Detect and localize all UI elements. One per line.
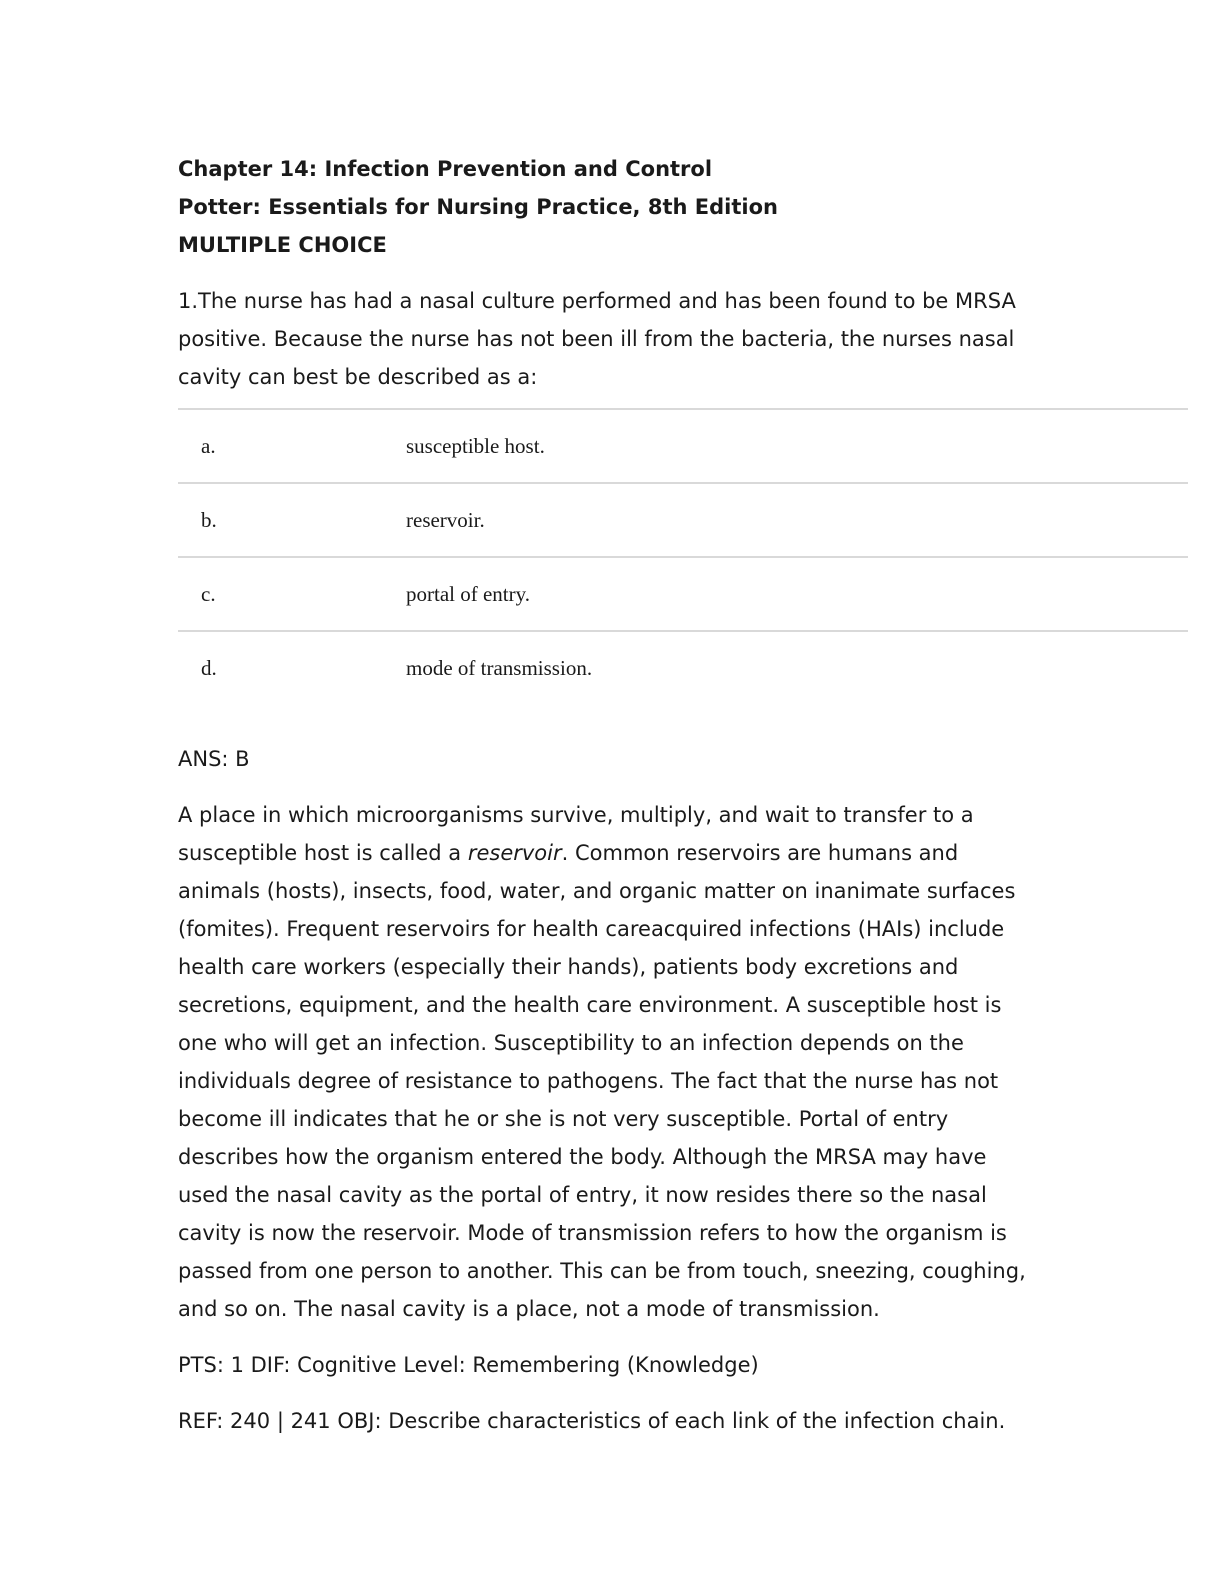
option-text: susceptible host. (406, 433, 545, 458)
option-row-d (178, 632, 1188, 704)
option-text: reservoir. (406, 507, 485, 532)
rationale-paragraph (178, 796, 1038, 1328)
answer-key: ANS: B (178, 747, 250, 771)
option-text: mode of transmission. (406, 655, 593, 680)
option-row-a (178, 410, 1188, 484)
rationale-intro: A place in which microorganisms survive, multiply, and wait to transfer to a susceptible host is called a (178, 803, 974, 865)
points-difficulty: PTS: 1 DIF: Cognitive Level: Remembering (Knowledge) (178, 1353, 759, 1377)
option-text: portal of entry. (406, 581, 531, 606)
answer-options-table (178, 408, 1188, 704)
rationale-term: reservoir (467, 841, 562, 865)
option-letter: c. (201, 581, 216, 606)
question-text: 1.The nurse has had a nasal culture performed and has been found to be MRSA positive. Because the nurse has not been ill from the bacteria, the nurses nasal cavity can best be described as a: (178, 289, 1016, 389)
option-letter: a. (201, 433, 216, 458)
option-letter: b. (201, 507, 217, 532)
book-title: Potter: Essentials for Nursing Practice, 8th Edition (178, 195, 778, 219)
option-letter: d. (201, 655, 217, 680)
option-row-c (178, 558, 1188, 632)
chapter-title: Chapter 14: Infection Prevention and Control (178, 157, 713, 181)
reference-objective: REF: 240 | 241 OBJ: Describe characteristics of each link of the infection chain. (178, 1409, 1006, 1433)
section-type: MULTIPLE CHOICE (178, 233, 387, 257)
option-row-b (178, 484, 1188, 558)
document-page (178, 150, 1188, 1440)
rationale-body: . Common reservoirs are humans and animals (hosts), insects, food, water, and organic matter on inanimate surfaces (fomites). Frequent reservoirs for health careacquired infections (HAIs) include health care workers (especially their hands), patients body excretions and secretions, equipment, and the health care environment. A susceptible host is one who will get an infection. Susceptibility to an infection depends on the individuals degree of resistance to pathogens. The fact that the nurse has not become ill indicates that he or she is not very susceptible. Portal of entry describes how the organism entered the body. Although the MRSA may have used the nasal cavity as the portal of entry, it now resides there so the nasal cavity is now the reservoir. Mode of transmission refers to how the organism is passed from one person to another. This can be from touch, sneezing, coughing, and so on. The nasal cavity is a place, not a mode of transmission. (178, 841, 1026, 1321)
